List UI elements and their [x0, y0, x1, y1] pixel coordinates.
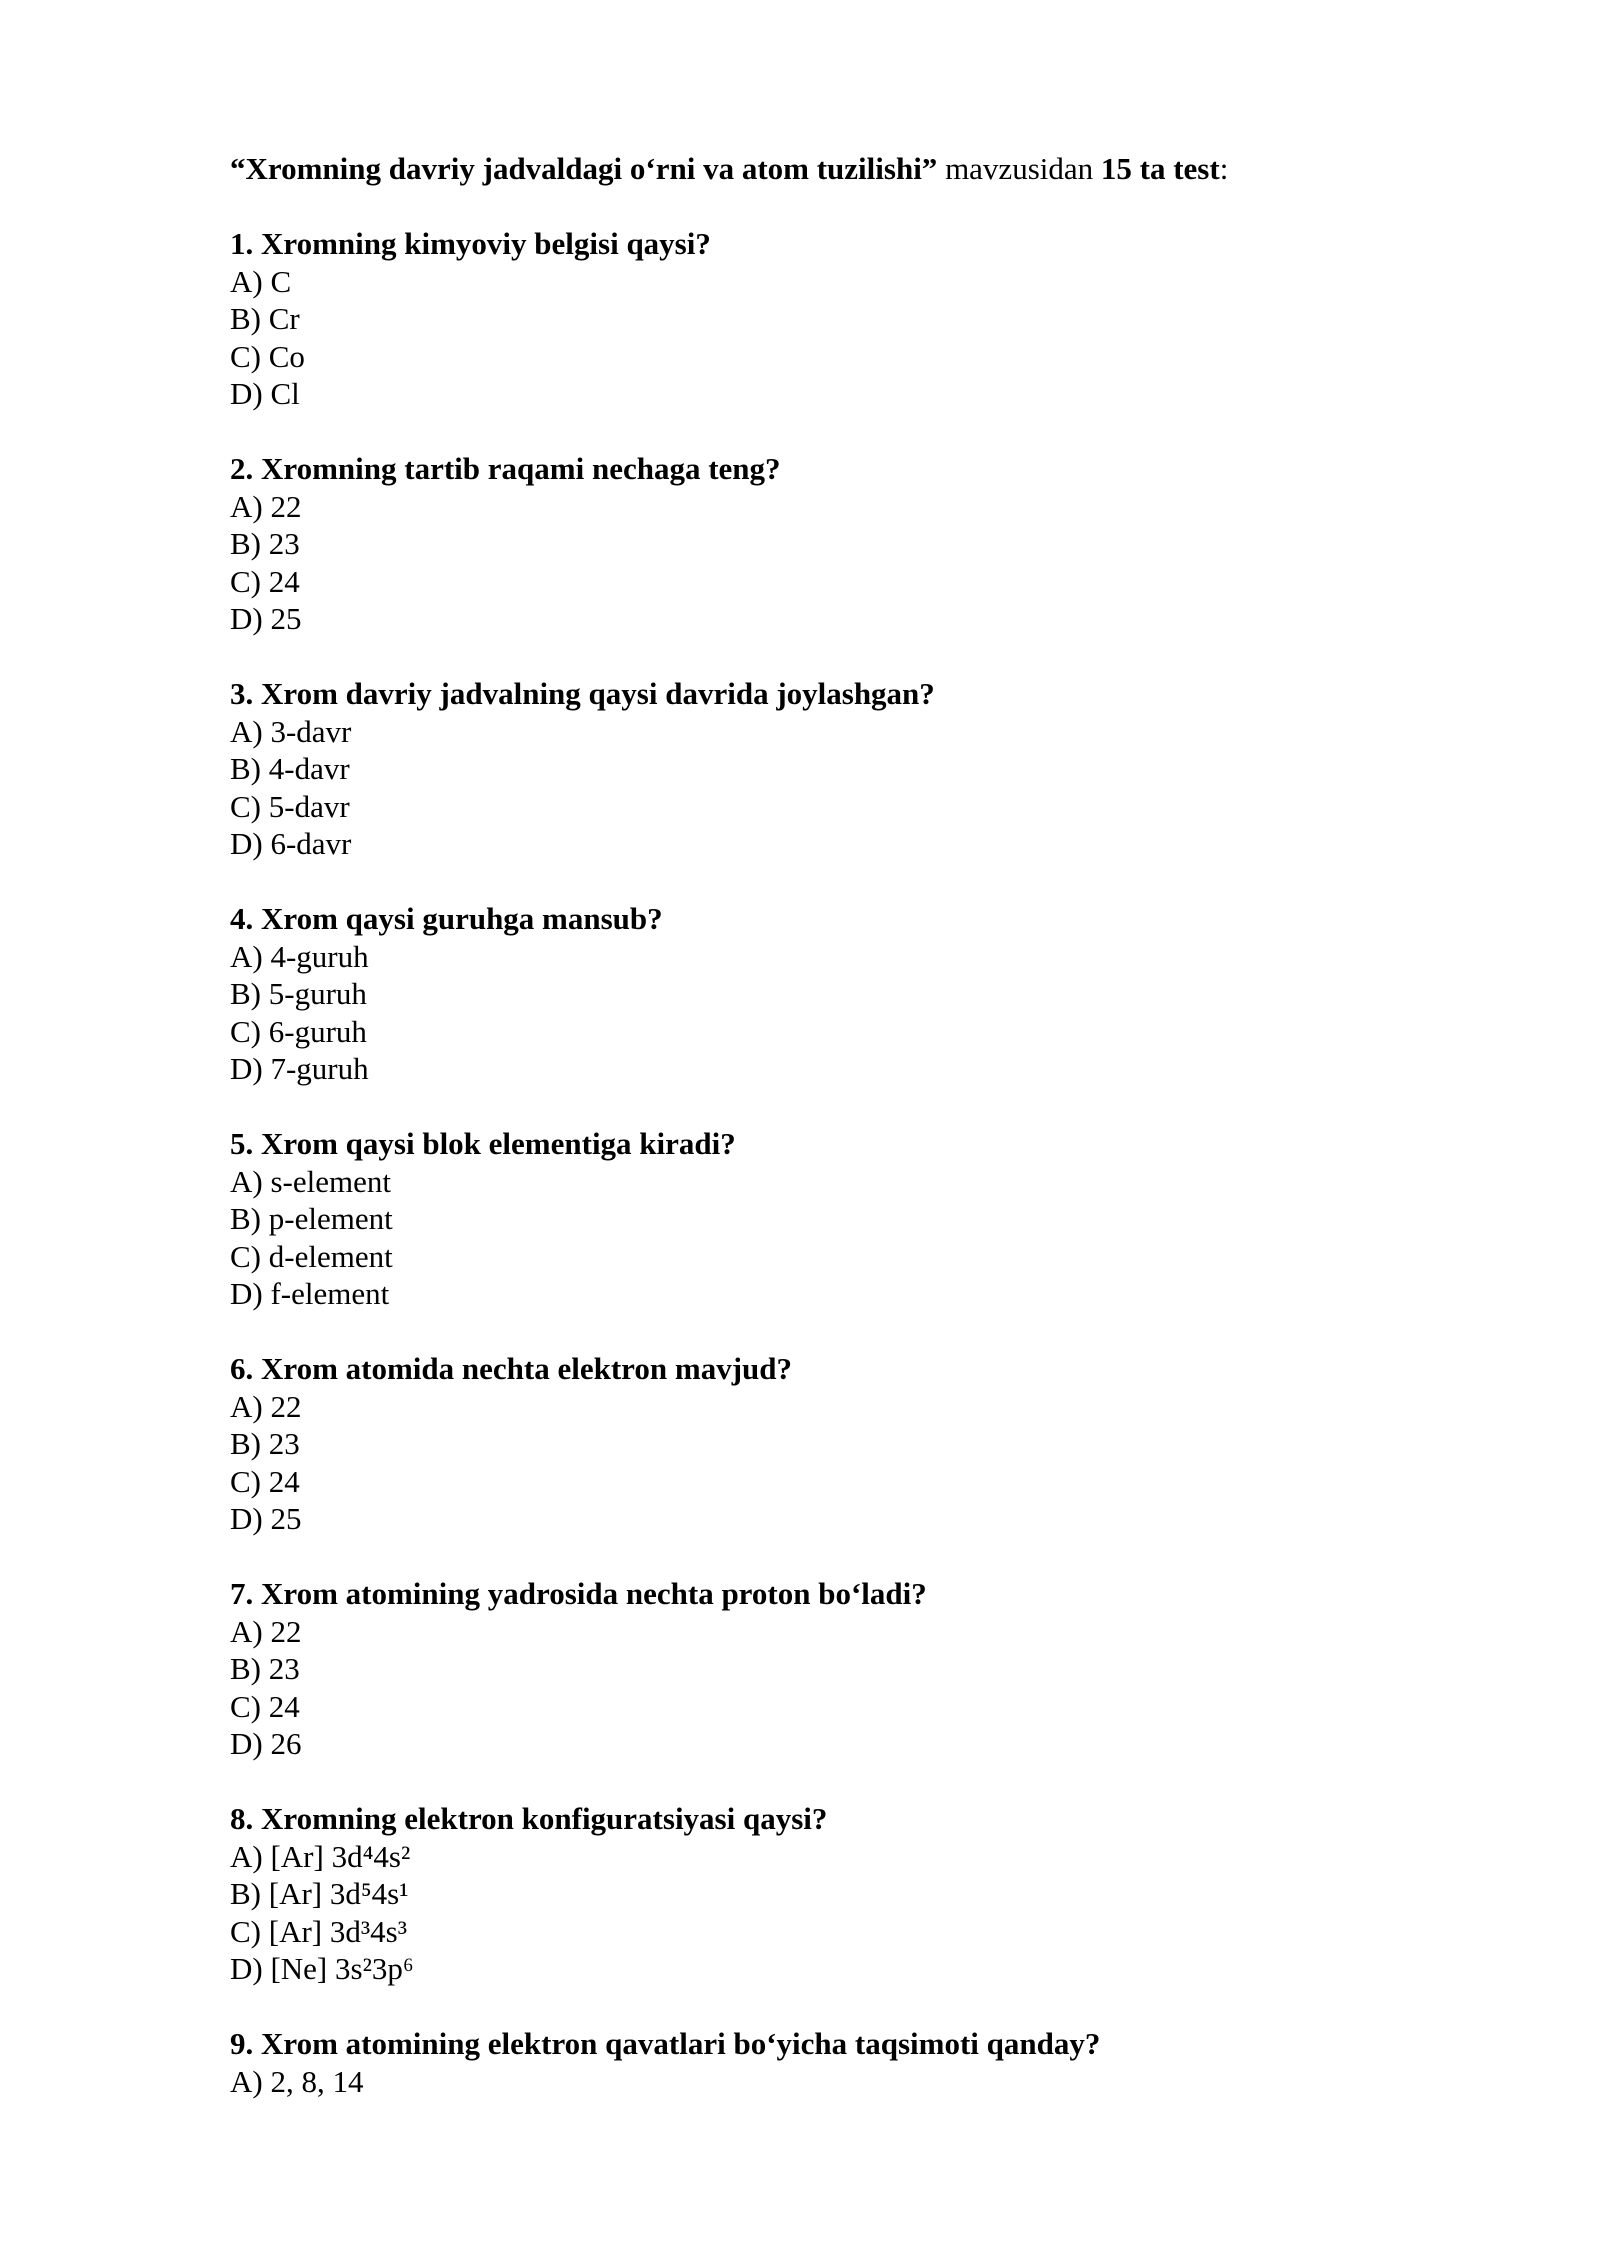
question-9	[230, 2025, 1390, 2100]
answer-option: A) 3-davr	[230, 713, 352, 749]
question-title: 3. Xrom davriy jadvalning qaysi davrida joylashgan?	[230, 676, 935, 711]
answer-option: C) 6-guruh	[230, 1013, 367, 1049]
answer-option: A) 2, 8, 14	[230, 2063, 364, 2099]
answer-option: B) 23	[230, 1426, 300, 1461]
question-7	[230, 1575, 1390, 1763]
question-5	[230, 1125, 1390, 1313]
question-title: 7. Xrom atomining yadrosida nechta proton bo‘ladi?	[230, 1576, 927, 1611]
question-title: 8. Xromning elektron konfiguratsiyasi qaysi?	[230, 1801, 828, 1836]
answer-option: A) 22	[230, 488, 302, 524]
question-2	[230, 450, 1390, 638]
heading-end: :	[1219, 151, 1229, 186]
question-title: 6. Xrom atomida nechta elektron mavjud?	[230, 1351, 792, 1386]
answer-option: C) d-element	[230, 1238, 393, 1274]
answer-option: D) 25	[230, 601, 302, 636]
answer-option: B) 4-davr	[230, 751, 350, 786]
answer-option: A) 22	[230, 1388, 302, 1424]
question-title: 4. Xrom qaysi guruhga mansub?	[230, 901, 663, 936]
answer-option: A) 4-guruh	[230, 938, 369, 974]
answer-option: D) Cl	[230, 376, 300, 411]
question-title: 9. Xrom atomining elektron qavatlari bo‘yicha taqsimoti qanday?	[230, 2026, 1101, 2061]
answer-option: B) p-element	[230, 1201, 393, 1236]
answer-option: B) 5-guruh	[230, 976, 367, 1011]
heading-topic: “Xromning davriy jadvaldagi o‘rni va atom tuzilishi”	[230, 151, 938, 186]
question-title: 1. Xromning kimyoviy belgisi qaysi?	[230, 226, 711, 261]
heading-count: 15 ta test	[1100, 151, 1220, 186]
answer-option: A) C	[230, 263, 292, 299]
answer-option: C) Co	[230, 338, 305, 374]
document-body	[230, 150, 1390, 2138]
answer-option: C) 5-davr	[230, 788, 350, 824]
answer-option: A) 22	[230, 1613, 302, 1649]
question-6	[230, 1350, 1390, 1538]
answer-option: A) [Ar] 3d⁴4s²	[230, 1838, 411, 1874]
answer-option: C) 24	[230, 563, 300, 599]
answer-option: D) 26	[230, 1726, 302, 1761]
answer-option: A) s-element	[230, 1163, 391, 1199]
answer-option: D) 7-guruh	[230, 1051, 369, 1086]
question-title: 2. Xromning tartib raqami nechaga teng?	[230, 451, 781, 486]
answer-option: B) 23	[230, 526, 300, 561]
question-1	[230, 225, 1390, 413]
question-4	[230, 900, 1390, 1088]
question-3	[230, 675, 1390, 863]
answer-option: D) 25	[230, 1501, 302, 1536]
question-title: 5. Xrom qaysi blok elementiga kiradi?	[230, 1126, 736, 1161]
answer-option: C) 24	[230, 1688, 300, 1724]
answer-option: C) [Ar] 3d³4s³	[230, 1913, 408, 1949]
answer-option: B) 23	[230, 1651, 300, 1686]
document-heading	[230, 150, 1390, 188]
answer-option: B) [Ar] 3d⁵4s¹	[230, 1876, 409, 1911]
answer-option: C) 24	[230, 1463, 300, 1499]
answer-option: D) 6-davr	[230, 826, 352, 861]
question-8	[230, 1800, 1390, 1988]
answer-option: B) Cr	[230, 301, 300, 336]
answer-option: D) f-element	[230, 1276, 390, 1311]
answer-option: D) [Ne] 3s²3p⁶	[230, 1951, 414, 1986]
heading-middle: mavzusidan	[937, 151, 1101, 186]
